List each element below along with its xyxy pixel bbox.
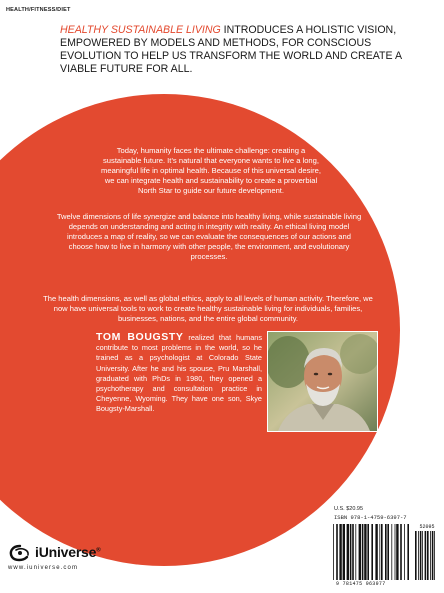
barcode-addon-number: 52095 (419, 524, 435, 530)
category-label: HEALTH/FITNESS/DIET (6, 7, 71, 13)
barcode-bar (347, 524, 349, 580)
publisher-logo (8, 544, 128, 562)
description-paragraph-3: The health dimensions, as well as global ethics, apply to all levels of human activity. Therefore, we now have universal tools to work to create healthy sustainable living for individuals, families, businesses, nations, and the entire global community. (43, 294, 373, 323)
barcode-bar (371, 524, 373, 580)
barcode-addon-bar (425, 531, 427, 580)
barcode-bar (395, 524, 396, 580)
barcode-addon-bar (427, 531, 429, 580)
barcode-bar (367, 524, 369, 580)
barcode-icon (331, 521, 437, 587)
author-photo (267, 331, 378, 432)
barcode-bar (362, 524, 364, 580)
book-title: HEALTHY SUSTAINABLE LIVING (60, 24, 221, 36)
barcode-bar (359, 524, 361, 580)
author-name: TOM BOUGSTY (96, 331, 184, 343)
intro-blurb (60, 24, 424, 76)
barcode-addon-bar (420, 531, 422, 580)
publisher-website: www.iuniverse.com (8, 565, 79, 571)
price-label: U.S. $20.95 (334, 506, 364, 512)
barcode-bar (407, 524, 409, 580)
iuniverse-swirl-logo-icon (8, 544, 32, 562)
barcode-bar (375, 524, 377, 580)
barcode-bar (333, 524, 334, 580)
barcode-bar (385, 524, 387, 580)
barcode-addon-bar (418, 531, 419, 580)
barcode (331, 521, 437, 587)
isbn-label: ISBN 978-1-4759-6397-7 (334, 514, 407, 521)
barcode-bar (336, 524, 338, 580)
barcode-bar (381, 524, 383, 580)
author-bio-text: realized that humans contribute to most problems in the world, so he trained as a psychologist at Colorado State University. After he and his spouse, Pru Marshall, graduated with PhDs in 1980, they opened a psychotherapy and consultation practice in Cheyenne, Wyoming. They have one son, Skye Bougsty-Marshall. (96, 333, 262, 414)
barcode-addon-bar (432, 531, 434, 580)
barcode-addon-bar (430, 531, 431, 580)
description-paragraph-2: Twelve dimensions of life synergize and balance into healthy living, while sustainable living depends on understanding and acting in integrity with reality. An ethical living model introduces a map of reality, so we can evaluate the consequences of our actions and choose how to live in harmony with other people, the environment, and evolutionary processes. (56, 212, 362, 261)
barcode-bar (400, 524, 402, 580)
author-bio (96, 332, 262, 415)
barcode-addon-bar (415, 531, 417, 580)
barcode-bar (364, 524, 366, 580)
barcode-bar (404, 524, 405, 580)
author-portrait-icon (268, 332, 377, 431)
barcode-bar (387, 524, 389, 580)
barcode-bar (352, 524, 354, 580)
intro-text: INTRODUCES A HOLISTIC VISION, EMPOWERED BY MODELS AND METHODS, FOR CONSCIOUS EVOLUTION TO HELP US TRANSFORM THE WORLD AND CREATE A VIABLE FUTURE FOR ALL. (60, 24, 402, 75)
barcode-bar (396, 524, 398, 580)
publisher-name: iUniverse® (35, 544, 101, 560)
description-paragraph-1: Today, humanity faces the ultimate challenge: creating a sustainable future. It’s natural that everyone wants to live a long, meaningful life in optimal health. Because of this universal desire, we can integrate health and sustainability to create a proverbial North Star to guide our future development. (101, 146, 321, 195)
barcode-bar (343, 524, 345, 580)
barcode-bar (339, 524, 341, 580)
barcode-addon-bar (422, 531, 423, 580)
barcode-bar (355, 524, 356, 580)
barcode-bar (391, 524, 392, 580)
barcode-bar (379, 524, 380, 580)
barcode-bar (350, 524, 352, 580)
barcode-number: 9 781475 963977 (336, 581, 386, 587)
barcode-addon-bar (434, 531, 435, 580)
